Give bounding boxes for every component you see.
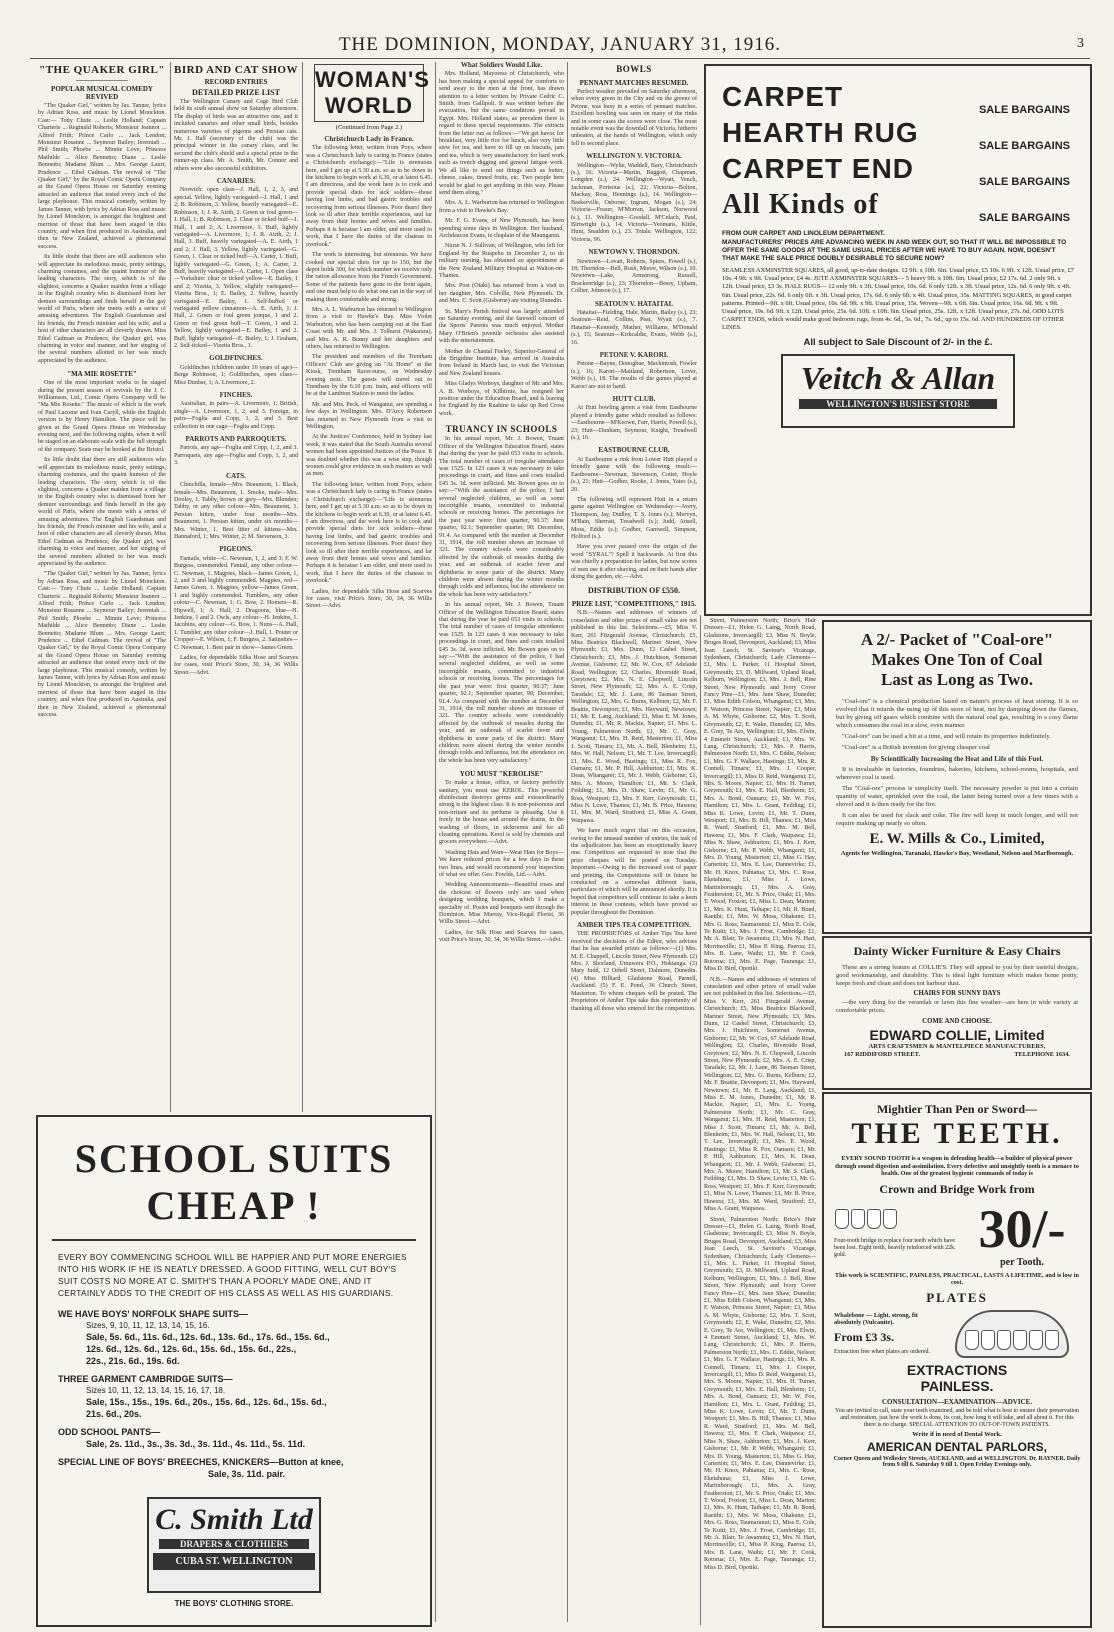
ad-headline: Dainty Wicker Furniture & Easy Chairs [853, 944, 1061, 958]
continued-note: (Continued from Page 2.) [335, 124, 403, 131]
paragraph: Wedding Announcements—Beautiful roses and the choicest of flowers only are used when designing wedding bouquets, which I make a speciality of. Posies and bouquets sent through the Dominion. Miss Murray, Vice-Regal Florist, 36 Willis Street.—Advt. [439, 882, 564, 926]
paragraph: The work is interesting, but strenuous. We have cooked our special diets for up to 150, but the depot holds 300, for which number we receive only the ration allowance from the French Government. Some of the patients have gone to the front again, and one must help to do what one can in the way of making them comfortable and strong. [306, 252, 432, 303]
wicker-furniture-ad [822, 936, 1092, 1090]
paragraph: Its little doubt that there are still audiences who will appreciate its melodious music, pretty settings, charming costumes, and the quaint humour of the leading characters. The story, which is of the slightest, concerns a Quaker maiden from a village in the English country who is dismissed from her demure surroundings and finds herself in the gay world of Paris, where she meets with a series of amusing adventures. The English Guardsman and his friends, the French minister and his wife, and a host of other characters are all cleverly drawn. Miss Ethel Cadman as Prudence, the Quaker girl, was charming in voice and manner, and her singing of the several numbers allotted to her was much appreciated by the audience. [38, 457, 166, 567]
column-rule [435, 62, 436, 1622]
section-heading: PETONE V. KARORI. [599, 351, 669, 359]
sizes: Sizes 10, 11, 12, 13, 14, 15, 16, 17, 18. [86, 1386, 226, 1395]
section-heading: PIGEONS. [219, 545, 253, 554]
bowls-column [571, 62, 697, 1627]
price-heading: THREE GARMENT CAMBRIDGE SUITS— [58, 1374, 233, 1384]
ad-footer: THE BOYS' CLOTHING STORE. [174, 1599, 294, 1608]
article-title: BIRD AND CAT SHOW [174, 64, 298, 76]
section-title: WOMAN'S WORLD [314, 64, 424, 122]
crown-bridge: Crown and Bridge Work from [879, 1181, 1035, 1196]
paragraph: At Eastbourne a rink from Lower Hutt played a friendly game with the following result:—Eastbourne—Newman, Stevenson, Cotter, Hoyle (s.), 21; Hutt—Godber, Rooke, J. Jones, Yates (s.), 20. [571, 456, 697, 493]
paragraph: Street, Palmerston North; Brice's Hair Dresser—£1, Helen G. Laing, North Road, Gladstone, Invercargill; £3, Miss N. Boyle, Bruges Road, Devonport, Auckland; £3, Miss Jean Leech, St. Saviour's Vicarage, Sydenham, Christchurch; Lady Clements—£1, Mrs. L. Parker, 11 Hospital Street, Greymouth; £3, D. Millward, Upland Road, Kelburn, Wellington; £3, Mrs. J. Bell, Rine Street, New Plymouth; and Ivory Cover Fancy Pins—£1, Mrs. Jane Shaw, Dunedin; £1, Miss Edith Colson, Whanganui; £3, Mrs. F. Watson, Princess Street, Napier; £3, Miss A. M. Whyte, Gisborne; £2, Mrs. T. Scott, Greymouth; £2, E. Wake, Dunedin; £2, Mrs. E. Grey, Te Aro, Wellington; £1, Mrs. Elwin, 4 Emmett Street, Auckland; £1, Mrs. W. Lang, Christchurch; £1, Mrs. P. Harris, Palmerston North; £1, Mrs. C. Eddie, Nelson; £1, Mrs. G. F. Wallace, Hastings; £1, Mrs. R. Connell, Timaru; £1, Mrs. J. Cooper, Invercargill; £1, Miss D. Reid, Wanganui; £1, Mrs. S. Moore, Napier; £1, Mrs. H. Turner, Greymouth; £1, Mrs. E. Hall, Blenheim; £1, Mrs. A. Bond, Oamaru; £1, Mr. W. Fox, Hamilton; £1, Mrs. L. Grant, Feilding; £1, Miss K. Lowe, Levin; £1, Mr. T. Dunn, Westport; £1, Mrs. B. Hill, Thames; £1, Miss R. Ward, Stratford; £1, Mrs. M. Bell, Hawera; £1, Mrs. F. Clark, Waipawa; £1, Miss N. Shaw, Ashburton; £1, Mrs. J. Kerr, Gisborne; £1, Mr. P. Webb, Whangarei; £1, Mrs. D. Young, Masterton; £1, Miss G. Hay, Carterton; £1, Mrs. E. Lee, Dannevirke; £1, Mr. H. Knox, Pahiatua; £1, Mrs. C. Rose, Eketahuna; £1, Miss J. Lowe, Martinborough; £1, Mrs. A. Gray, Featherston; £1, Mr. S. Price, Otaki; £1, Mrs. T. Wood, Foxton; £1, Miss L. Dean, Marton; £1, Mrs. K. Hunt, Taihape; £1, Mr. R. Bond, Raetihi; £1, Mrs. W. Moss, Ohakune; £1, Mrs. G. Ross, Taumarunui; £1, Miss E. Cole, Te Kuiti; £1, Mrs. J. Frost, Cambridge; £1, Mr. A. Blair, Te Awamutu; £1, Mrs. N. Hart, Morrinsville; £1, Miss P. King, Paeroa; £1, Mrs. B. Lane, Waihi; £1, Mr. F. Cook, Rotorua; £1, Mrs. E. Page, Tauranga; £1, Miss D. Bird, Opotiki. [704, 618, 816, 973]
column-rule [302, 62, 303, 1112]
paragraph: Goldfinches (children under 16 years of age)—Berge Robinson, 1; Goldfinches, open class—Miss Dunbar, 1; A. Livermore, 2. [174, 364, 298, 386]
ad-lead: EVERY BOY COMMENCING SCHOOL WILL BE HAPPIER AND PUT MORE ENERGIES INTO HIS WORK IF HE IS NEATLY DRESSED. A GOOD FITTING, WELL CUT BOY'S SUIT COSTS NO MORE AT C. SMITH'S THAN A POORLY MADE ONE, AND IT CERTAINLY ADDS TO THE CREDIT OF HIS CLASS AS WELL AS HIS GUARDIANS. [58, 1252, 407, 1298]
paragraph: Mother de Chantal Feeley, Superior-General of the Brigidine Institute, has arrived in Australia from Ireland in March last, to visit the Victorian and New Zealand houses. [439, 348, 564, 377]
paragraph: Norwich: open class—J. Hall, 1, 2, 3, and special. Yellow, lightly variegated—J. Hall, 1 and 2; B. Robinson, 3. Yellow, heavily variegated—E. Robinson, 1; J. R. Airth, 2. Green or foul green—J. Hall, 1; B. Robinson, 2. Clear or ticked buff—J. Hall, 1 and 2; A. Livermore, 3. Buff, lightly variegated—A. Livermore, 1; J. R. Airth, 2; J. Hall, 3. Buff, heavily variegated—A. E. Airth, 1 and 2; J. Hall, 3. Yellow, lightly variegated—G. Green, 1. Clear or ticked buff—A. Carter, 1. Buff, lightly variegated—G. Green, 1; A. Carter, 2. Buff, heavily variegated—A. Carter, 1. Open class—Yorkshire: clear or ticked yellow—E. Bailey, 1 and 2; Vizetta, 3. Yellow, slightly variegated—Vizetta Bros., 1; E. Bailey, 2. Yellow, heavily variegated—E. Bailey, 1. Self-buffed or variegated yellow cinnamon—A. E. Airth, 1; J. Hall, 2. Green or foul green jonque, 1 and 2. Green or foul green buff—T. Green, 1 and 2. Yellow, lightly variegated—E. Bailey, 1 and 2. Buff, lightly variegated—E. Bailey, 1; J. Graham, 2. Self-ticked—Vizetta Bros., 1. [174, 187, 298, 349]
write-note: Write if in need of Dental Work. [912, 1431, 1002, 1439]
department: FROM OUR CARPET AND LINOLEUM DEPARTMENT. [722, 230, 885, 237]
paragraph: One of the most important works to be staged during the present season of revivals by the J. C. Williamson, Ltd., Comic Opera Company will be "Ma Mie Rosette." The music of which is the work of Paul Lacome and Ivan Caryll, while the English version is by Henry Hamilton. The piece will be given at the Grand Opera House on Wednesday evening next, and the following nights, when it will be staged on an elaborate scale with the full strength of the company. Seats may be booked at the Bristol. [38, 380, 166, 453]
price-line: 12s. 6d., 12s. 6d., 12s. 6d., 15s. 6d., 15s. 6d., 22s., [86, 1344, 297, 1354]
section-heading: EASTBOURNE CLUB. [598, 446, 670, 455]
price-heading: SPECIAL LINE OF BOYS' BREECHES, KNICKERS—Button at knee, [58, 1457, 344, 1467]
logo-text: C. Smith Ltd [155, 1503, 313, 1536]
telephone: TELEPHONE 1634. [1014, 1050, 1070, 1058]
ad-headline: SCHOOL SUITS CHEAP ! [74, 1136, 394, 1228]
quaker-girl-article [38, 62, 166, 1107]
paragraph: Have you ever paused over the origin of the word "SYRAL"? Spell it backwards. At first this was chiefly a preparation for ladies, but now scores of men use it after shaving, and on their hands after doing the garden, etc.—Advt. [571, 544, 697, 580]
column-rule [700, 615, 701, 1625]
sale-bargains: SALE BARGAINS [978, 212, 1070, 224]
section-heading: AMBER TIPS TEA COMPETITION. [577, 921, 691, 930]
ad-headline: THE TEETH. [851, 1117, 1063, 1150]
price-line: Sale, 15s., 15s., 19s. 6d., 20s., 15s. 6d., 12s. 6d., 15s. 6d., [86, 1397, 327, 1407]
ad-line: Makes One Ton of Coal [871, 650, 1043, 669]
firm-address: Corner Queen and Wellesley Streets, AUCKLAND, and at WELLINGTON. Dr. RAYNER, Daily from 9 till 6. Saturday 9 till 1. Open Friday Evenings only. [833, 1456, 1081, 1469]
price-heading: WE HAVE BOYS' NORFOLK SHAPE SUITS— [58, 1309, 248, 1319]
section-heading: PENNANT MATCHES RESUMED. [579, 79, 689, 87]
section-heading: GOLDFINCHES. [209, 354, 263, 363]
sale-bargains: SALE BARGAINS [978, 140, 1070, 152]
paragraph: To make a house, office, or factory perfectly sanitary, you must use KEROL. This powerful disinfectant destroys germs and extraordinarily strong is the highest class. It is non-poisonous and non-irritant and its perfume is pleasing. Use it freely in the house and around the drains, in the washing of floors, in sickrooms and for all cleaning operations. Kerol is sold by chemists and grocers everywhere.—Advt. [439, 780, 564, 846]
per-tooth: per Tooth. [1000, 1256, 1044, 1268]
paragraph: "Coal-ore" is a chemical production based on nature's process of heat storing. It is so evolved that it retards the using up of this store of heat, not by damping down the flames, but by giving off gases which combine with the natural coal gas, resulting in a cosy flame which consumes the coal in a slow, even manner. [836, 698, 1078, 729]
logo-sub: WELLINGTON'S BUSIEST STORE [799, 399, 997, 409]
veitch-allan-logo [781, 354, 1015, 428]
bridge-note: Four-tooth bridge to replace four teeth which have been lost. Eight teeth, heavily reinforced with 22k. gold. [834, 1238, 956, 1258]
paragraph: Fantails, white—C. Newman, 1, 2, and 3; F. W. Burgess, commended. Fantail, any other colour—C. Newman, 1. Magpies, black—James Green, 1, 2, and 3 and highly commended. Magpies, red—James Green, 1. Magpies, yellow—James Green, 1 and highly commended. Tumblers, any other colour—C. Newman, 1; G. Bow, 2. Homers—R. Hipwell, 1; A. Hall, 2. Dragoons, blue—H. Jenkins, 1 and 2. Owls, any colour—H. Jenkins, 1. Jacobins, any colour—G. Bow, 1. Nuns—A. Hall, 1. Tumbler, any other colour—J. Hall, 1. Pouter or Cropper—E. Wilson, 1; F. Burgess, 2. Satinettes—C. Newman, 1. Best pair in show—James Green. [174, 555, 298, 651]
paragraph: "The Quaker Girl," written by Jas. Tanner, lyrics by Adrian Ross, and music by Lionel Monckton. Cast:— Tony Chute ... Leslie Holland; Captain Charteris ... Reginald Roberts; Monsieur Jeannot ... Alfred Frith; Prince Carlo ... Jack Lendon; Monsieur Rosanne ... Seymour Bailey; Jeremiah ... Phil Smith; Phoebe ... Minnie Love; Princess Mathilde ... Alice Bennetto; Diane ... Leslie Bennetto; Madame Blum ... Mrs. George Lauri; Prudence ... Ethel Cadman. The revival of "The Quaker Girl," by the Royal Comic Opera Company at the Grand Opera House on Saturday evening attracted an audience that tested every inch of the large playhouse. This musical comedy, written by James Tanner, with lyrics by Adrian Ross and music by Lionel Monckton, is amongst the brightest and merriest of those that have been staged in this country, and when first produced in Australia, and then in New Zealand, achieved a phenomenal success. [38, 103, 166, 250]
paragraph: Mrs. Post (Otaki) has returned from a visit to her daughter, Mrs. Colville, New Plymouth. Dr. and Mrs. C. Scott (Gisborne) are visiting Dunedin. [439, 283, 564, 305]
section-heading: "MA MIE ROSETTE" [67, 370, 137, 379]
paragraph: —the very thing for the verandah or lawn this fine weather—are here in wide variety at comfortable prices. [836, 999, 1078, 1015]
notice: MANUFACTURERS' PRICES ARE ADVANCING WEEK IN AND WEEK OUT, SO THAT IT WILL BE IMPOSSIBLE TO OFFER THE SAME GOODS AT THE SAME USUAL PRICES AFTER WE HAVE TO BUY AGAIN. NOW, DOESN'T THAT MAKE THE SALE PRICE DOUBLY DESIRABLE TO SECURE NOW? [722, 239, 1067, 262]
section-heading: WELLINGTON V. VICTORIA. [586, 152, 682, 161]
paragraph: The following letter, written from Poys, where was a Christchurch lady is caring in France (states a Christchurch exchange):—"Life is strenuous here, and I get up at 5.30 a.m. so as to be down in the kitchens to begin work at 6.30, or at latest 6.45. I am directress, and the work here is to cook and provide special diets for sick soldiers—those having lost limbs, and bad gastric troubles and recovering from serious illnesses. Poor dears! they look so ill after their terrible experiences, and far away from their homes and wives and families. Perhaps it is because I am older, and more used to work, that I have the duties of the chateau to overlook." [306, 481, 432, 585]
painless: PAINLESS. [920, 1377, 994, 1394]
paragraph: It can also be used for slack and coke. The fire will keep in much longer, and will not require making up nearly so often. [836, 812, 1078, 827]
column-rule [170, 62, 171, 1112]
ad-line: HEARTH RUG [722, 117, 919, 148]
price-line: Sale, 5s. 6d., 11s. 6d., 12s. 6d., 13s. 6d., 17s. 6d., 15s. 6d., [86, 1332, 330, 1342]
logo-address: CUBA ST. WELLINGTON [153, 1553, 315, 1570]
paragraph: "Coal-ore" can be used a bit at a time, and will retain its properties indefinitely. [842, 733, 1051, 740]
plates-heading: PLATES [926, 1289, 988, 1305]
paragraph: The Wellington Canary and Cage Bird Club held its sixth annual show on Saturday afternoon. The display of birds was an attractive one, and it included canaries and other small birds, besides numerous varieties of pigeons and Persian cats. Mr. J. Hall (secretary of the club) was the principal winner in the canary class, and he secured the club's shield and a special prize in the runner-up class. Mr. A. Smith, Mr. Connor and others were also successful exhibitors. [174, 99, 298, 172]
paragraph: Hataitai—Fielding, Hale, Martin, Bailey (s.), 23; Seatoun—Reid, Collins, Peat, Wyatt (s.), 7. Hataitai—Kennedy, Mather, Williams, M'Donald (s.), 15; Seatoun—Kirkcaldie, Evans, Webb (s.), 16. [571, 309, 697, 346]
paragraph: Ladies, for dependable Silks Hose and Scarves for cases, visit Price's Store, 30, 34, 36 Willis Street.—Advt. [174, 655, 298, 676]
paragraph: N.B.—Names and addresses of winners of consolation and other prizes of small value are not published in this list. Selections.—£5, Miss V. Kerr, 261 Fitzgerald Avenue, Christchurch; £5, Miss Beatrice Blackwell, Mariner Street, New Plymouth; £3, Mrs. Dunn, 12 Cashel Street, Christchurch; £3, Mrs. J. Hutchison, Somerset Avenue, Gisborne; £2, Mr. W. Cox, 67 Adelaide Road, Wellington; £2, Charles, Riverside Road, Greytown; £2, Mrs. N. E. Chopwell, Lincoln Street, New Plymouth; £2, Mrs. A. E. Crisp, Taradale; £2, Mr. J. Lane, 86 Tasman Street, Wellington; £2, Mrs. G. Burns, Kelburn; £2, Mr. F. Beattie, Devonport; £1, Mrs. Hayward, Newtown; £1, Mr. E. Lang, Auckland; £1, Miss E. M. Jones, Dunedin; £1, Mr. R. Mackie, Napier; £1, Mrs. L. Young, Palmerston North; £1, Mr. C. Gray, Wanganui; £1, Mrs. H. Reid, Masterton; £1, Miss J. Scott, Timaru; £1, Mr. A. Bell, Blenheim; £1, Mrs. W. Hall, Nelson; £1, Mr. T. Lee, Invercargill; £1, Mrs. E. Wood, Hastings; £1, Miss R. Fox, Oamaru; £1, Mr. P. Hill, Ashburton; £1, Mrs. K. Dean, Whangarei; £1, Mr. J. Webb, Gisborne; £1, Mrs. A. Moore, Hamilton; £1, Mr. S. Clark, Feilding; £1, Mrs. D. Shaw, Levin; £1, Mr. G. Ross, Westport; £1, Mrs. F. Kerr, Greymouth; £1, Miss N. Lowe, Thames; £1, Mr. B. Price, Hawera; £1, Mrs. M. Ward, Stratford; £1, Miss A. Grant, Waipawa. [704, 976, 816, 1213]
paragraph: Its little doubt that there are still audiences who will appreciate its melodious music, pretty settings, charming costumes, and the quaint humour of the leading characters. The story, which is of the slightest, concerns a Quaker maiden from a village in the English country who is dismissed from her demure surroundings and finds herself in the gay world of Paris, where she meets with a series of amusing adventures. The English Guardsman and his friends, the French minister and his wife, and a host of other characters are all cleverly drawn. Miss Ethel Cadman as Prudence, the Quaker girl, was charming in voice and manner, and her singing of the several numbers allotted to her was much appreciated by the audience. [38, 254, 166, 364]
ad-line: CARPET END [722, 153, 915, 184]
ad-lead: EVERY SOUND TOOTH is a weapon in defending health—a builder of physical power through sound digestion and assimilation. Every defective and unsightly tooth is a menace to health. One of the greatest hygienic commands of today is [835, 1155, 1079, 1177]
section-heading: FINCHES. [219, 391, 253, 400]
bowls-title: BOWLS [616, 64, 652, 74]
extractions: EXTRACTIONS [906, 1361, 1008, 1378]
section-heading: Christchurch Lady in France. [324, 135, 414, 143]
school-suits-ad [36, 1115, 432, 1627]
price-line: Sale, 2s. 11d., 3s., 3s. 3d., 3s. 11d., 4s. 11d., 5s. 11d. [86, 1439, 306, 1449]
come-choose: COME AND CHOOSE. [922, 1017, 992, 1025]
extraction-note: Extraction free when plates are ordered. [834, 1349, 930, 1355]
womans-world-article [306, 62, 432, 1107]
section-heading: CANARIES. [216, 177, 256, 186]
section-heading: NEWTOWN V. THORNDON. [588, 248, 680, 257]
paragraph: The president and members of the Trentham Officers' Club are giving an "At Home" at the Kiosk, Trentham Racecourse, on Wednesday evening next. The guests will travel out to Trentham by the 6.10 p.m. train, and officers will be at the Lambton Station to meet the ladies. [306, 354, 432, 398]
chairs-heading: CHAIRS FOR SUNNY DAYS [913, 990, 1001, 998]
coal-ore-ad [822, 620, 1092, 934]
article-subtitle: RECORD ENTRIES [204, 78, 268, 86]
paragraph: At Hutt bowling green a visit from Eastbourne played a friendly game which resulted as follows:—Eastbourne—M'Keown, Farr, Harris, Powell (s.), 23; Hutt—Dunham, Seymour, Knight, Treadwell (s.), 16. [571, 405, 697, 442]
paragraph: Nurse N. J. Sullivan, of Wellington, who left for England by the Ruapehu in December 2, to do military nursing, has obtained an appointment at the New Zealand Military Hospital at Walton-on-Thames. [439, 243, 564, 279]
c-smith-logo [147, 1497, 321, 1593]
dentures-illustration [944, 1310, 1080, 1358]
logo-text: Veitch & Allan [800, 359, 996, 396]
paragraph: We have much regret that on this occasion, owing to the unusual number of entries, the task of the adjudicators has been an exceptionally heavy one. Competitors are requested to note that the prize cheques will be posted on Tuesday. Important.—Owing to the increased cost of paper and printing, the Competitions will in future be conducted on a somewhat different basis, particulars of which will be announced shortly. It is hoped that competitors will continue to take a keen interest in these contests, which have proved so popular throughout the Dominion. [571, 828, 697, 916]
section-heading: DISTRIBUTION OF £550. [588, 586, 680, 596]
paragraph: Ladies, for Silk Hose and Scarves for cases, visit Price's Store, 30, 34, 36 Willis Street.—Advt. [439, 929, 564, 944]
article-body [38, 103, 166, 365]
paragraph: Mrs. Holland, Mayoress of Christchurch, who has been making a special appeal for comforts to send away to the men at the front, has drawn attention to a letter written by Private Cedric C. Smith, from Gallipoli. It was written before the evacuation, but the same conditions prevail in Egypt. Mrs. Holland states, as prevalent there is regard to these special requirements. The extracts from the letter run as follows:—"We get havoc for breakfast, very little rice for lunch, also very little stew for tea, and have to fill up on biscuits, jam and tea, which is very unsatisfactory for hard work such as trench digging and general fatigue work. We all like to send out things such as butter, cheese, cakes, tinned fruits, etc. Two people here would be glad to get anything in this way. Please send them along." [439, 71, 564, 196]
paragraph: Australian, in pairs—A. Livermore, 1; British, single—A. Livermore, 1, 2, and 3. Foreign, in pairs—Foglia and Copp, 1, 2, and 3. Best collection in one cage—Foglia and Copp. [174, 401, 298, 430]
carpet-sale-ad [704, 64, 1092, 616]
paragraph: N.B.—Names and addresses of winners of consolation and other prizes of small value are not published in this list. Selections.—£5, Miss V. Kerr, 261 Fitzgerald Avenue, Christchurch; £5, Miss Beatrice Blackwell, Mariner Street, New Plymouth; £3, Mrs. Dunn, 12 Cashel Street, Christchurch; £3, Mrs. J. Hutchison, Somerset Avenue, Gisborne; £2, Mr. W. Cox, 67 Adelaide Road, Wellington; £2, Charles, Riverside Road, Greytown; £2, Mrs. N. E. Chopwell, Lincoln Street, New Plymouth; £2, Mrs. A. E. Crisp, Taradale; £2, Mr. J. Lane, 86 Tasman Street, Wellington; £2, Mrs. G. Burns, Kelburn; £2, Mr. F. Beattie, Devonport; £1, Mrs. Hayward, Newtown; £1, Mr. E. Lang, Auckland; £1, Miss E. M. Jones, Dunedin; £1, Mr. R. Mackie, Napier; £1, Mrs. L. Young, Palmerston North; £1, Mr. C. Gray, Wanganui; £1, Mrs. H. Reid, Masterton; £1, Miss J. Scott, Timaru; £1, Mr. A. Bell, Blenheim; £1, Mrs. W. Hall, Nelson; £1, Mr. T. Lee, Invercargill; £1, Mrs. E. Wood, Hastings; £1, Miss R. Fox, Oamaru; £1, Mr. P. Hill, Ashburton; £1, Mrs. K. Dean, Whangarei; £1, Mr. J. Webb, Gisborne; £1, Mrs. A. Moore, Hamilton; £1, Mr. S. Clark, Feilding; £1, Mrs. D. Shaw, Levin; £1, Mr. G. Ross, Westport; £1, Mrs. F. Kerr, Greymouth; £1, Miss N. Lowe, Thames; £1, Mr. B. Price, Hawera; £1, Mrs. M. Ward, Stratford; £1, Miss A. Grant, Waipawa. [571, 610, 697, 824]
paragraph: Wellington—Wylie, Waddell, Bary, Christchurch (s.), 16; Victoria—Martin, Baggott, Chapman, Longden (s.), 24. Wellington—Wyatt, Vench, Jackman, Porteous (s.), 22; Victoria—Bolton, Mackay, Ross, Hennings (s.), 14. Wellington—Baskerville, Osborne, Ingram, Mogan (s.), 24; Victoria—Frazer, M'Morran, Jackson, Norwood (s.), 11. Wellington—Goodall, M'Cnlach, Paul, Birtwright (s.), 14; Victoria—Yeomans, Kittle, Hunt, Snaddon (s.), 23. Totals: Wellington, 122; Victoria, 96. [571, 162, 697, 243]
paragraph: THE PROPRIETORS of Amber Tips Tea have received the decisions of the Editor, who advises that he has awarded prizes as follows:—(1) Mrs. M. E. Chappell, Lincoln Street, New Plymouth. (2) Mrs. J. Shorland, Umuwera P.O., Hokianga. (3) Mary Judd, 12 Orbell Street, Dalmore, Dunedin. (4) Miss Hilliard, Gladstone Road, Parnell, Auckland. (5) F. E. Pond, 36 Church Street, Masterton. To whom cheques will be posted. The Proprietors of Amber Tips take this opportunity of thanking all those who entered for the competition. [571, 931, 697, 1012]
paragraph: Mr. and Mrs. Peck, of Wanganui, are spending a few days in Wellington. Mrs. D'Arcy Robertson has returned to New Plymouth from a visit to Wellington. [306, 401, 432, 431]
price-line: 22s., 21s. 6d., 19s. 6d. [86, 1356, 180, 1366]
paragraph: At the Justices' Conference, held in Sydney last week, it was stated that the South Australia several women had been appointed Justices of the Peace. It was doubted whether this was a wise step, though women could give evidence in such matters as well as men. [306, 434, 432, 478]
section-heading: PRIZE LIST, "COMPETITIONS," 1915. [571, 600, 697, 609]
prize-list-continued [704, 618, 816, 1626]
paragraph: The "Coal-ore" process is simplicity itself. The necessary powder is put into a certain quantity of water, sprinkled over the coal, the latter being turned over a few times with a shovel and it is then ready for the fire. [836, 785, 1078, 808]
paragraph: Ladies, for dependable Silks Hose and Scarves for cases, visit Price's Store, 30, 34, 36 Willis Street.—Advt. [306, 588, 432, 610]
paragraph: St. Mary's Parish festival was largely attended on Saturday evening, and the farewell concert of the Sports' Parents was much enjoyed. Mother Mary O'Brien's juvenile orchestra also assisted with the entertainment. [439, 308, 564, 345]
section-heading: What Soldiers Would Like. [460, 62, 543, 69]
ad-line: All Kinds of [722, 189, 879, 220]
paragraph: Washing Hats and Ware—Wear Hats for Boys—We have reduced prices for a few days in these two lines, and would recommend your inspection of what we offer. Geo. Fowlds, Ltd.—Advt. [439, 849, 564, 879]
paragraph: Street, Palmerston North; Brice's Hair Dresser—£1, Helen G. Laing, North Road, Gladstone, Invercargill; £3, Miss N. Boyle, Bruges Road, Devonport, Auckland; £3, Miss Jean Leech, St. Saviour's Vicarage, Sydenham, Christchurch; Lady Clements—£1, Mrs. L. Parker, 11 Hospital Street, Greymouth; £3, D. Millward, Upland Road, Kelburn, Wellington; £3, Mrs. J. Bell, Rine Street, New Plymouth; and Ivory Cover Fancy Pins—£1, Mrs. Jane Shaw, Dunedin; £1, Miss Edith Colson, Whanganui; £3, Mrs. F. Watson, Princess Street, Napier; £3, Miss A. M. Whyte, Gisborne; £2, Mrs. T. Scott, Greymouth; £2, E. Wake, Dunedin; £2, Mrs. E. Grey, Te Aro, Wellington; £1, Mrs. Elwin, 4 Emmett Street, Auckland; £1, Mrs. W. Lang, Christchurch; £1, Mrs. P. Harris, Palmerston North; £1, Mrs. C. Eddie, Nelson; £1, Mrs. G. F. Wallace, Hastings; £1, Mrs. R. Connell, Timaru; £1, Mrs. J. Cooper, Invercargill; £1, Miss D. Reid, Wanganui; £1, Mrs. S. Moore, Napier; £1, Mrs. H. Turner, Greymouth; £1, Mrs. E. Hall, Blenheim; £1, Mrs. A. Bond, Oamaru; £1, Mr. W. Fox, Hamilton; £1, Mrs. L. Grant, Feilding; £1, Miss K. Lowe, Levin; £1, Mr. T. Dunn, Westport; £1, Mrs. B. Hill, Thames; £1, Miss R. Ward, Stratford; £1, Mrs. M. Bell, Hawera; £1, Mrs. F. Clark, Waipawa; £1, Miss N. Shaw, Ashburton; £1, Mrs. J. Kerr, Gisborne; £1, Mr. P. Webb, Whangarei; £1, Mrs. D. Young, Masterton; £1, Miss G. Hay, Carterton; £1, Mrs. E. Lee, Dannevirke; £1, Mr. H. Knox, Pahiatua; £1, Mrs. C. Rose, Eketahuna; £1, Miss J. Lowe, Martinborough; £1, Mrs. A. Gray, Featherston; £1, Mr. S. Price, Otaki; £1, Mrs. T. Wood, Foxton; £1, Miss L. Dean, Marton; £1, Mrs. K. Hunt, Taihape; £1, Mr. R. Bond, Raetihi; £1, Mrs. W. Moss, Ohakune; £1, Mrs. G. Ross, Taumarunui; £1, Miss E. Cole, Te Kuiti; £1, Mrs. J. Frost, Cambridge; £1, Mr. A. Blair, Te Awamutu; £1, Mrs. N. Hart, Morrinsville; £1, Miss P. King, Paeroa; £1, Mrs. B. Lane, Waihi; £1, Mr. F. Cook, Rotorua; £1, Mrs. E. Page, Tauranga; £1, Miss D. Bird, Opotiki. [704, 1216, 816, 1571]
address: 167 RIDDIFORD STREET. [844, 1050, 921, 1058]
paragraph: In his annual report, Mr. J. Bowen, Truant Officer of the Wellington Education Board, states that during the year he paid 653 visits to schools. The total number of cases of irregular attendance was 1525. In 123 cases it was necessary to take proceedings in court, and fines and costs totalled £45 3s. 3d. were inflicted. Mr. Bowen goes on to say:—"With the assistance of the police, I had several neglected children, as well as some incorrigible truants, committed to industrial schools or receiving homes. The percentages for the past year were: first quarter, 90.37; June quarter, 92.1; September quarter, 90; December, 91.4. As compared with the number at December 31, 1914, the roll number shows an increase of 321. The country schools were considerably affected by the outbreak of measles during the year, and an outbreak of scarlet fever and diphtheria in some parts of the district. Many children were absent during the winter months through colds and influenza, but the attendance on the whole has been very satisfactory." [439, 602, 564, 764]
section-heading: CATS. [226, 471, 246, 480]
paragraph: Parrots, any age—Foglia and Copp, 1, 2, and 3. Parroquets, any age—Foglia and Copp, 1, 2, and 3. [174, 445, 298, 467]
sale-bargains: SALE BARGAINS [978, 104, 1070, 116]
ad-line: A 2/- Packet of "Coal-ore" [860, 630, 1054, 649]
article-title: "THE QUAKER GIRL" [39, 64, 165, 76]
paragraph: Mr. F. G. Evans, of New Plymouth, has been spending some days in Wellington. Her husband, Archdeacon Evans, is chaplain of the Maunganui. [439, 218, 564, 239]
paragraph: Mrs. A. L. Warburton has returned to Wellington from a visit to Hawke's Bay. Miss Violet Warburton, who has been camping out at the East Coast with Mr. and Mrs. J. Tolhurst (Wakarara), and Mrs. A. R. Bunny and her daughters and others, has returned to Wellington. [306, 306, 432, 350]
bridge-illustration [834, 1209, 964, 1234]
plates-note: Whalebone — Light, strong, fit absolutely (Vulcanite). [834, 1312, 918, 1326]
ad-line: Last as Long as Two. [881, 670, 1033, 689]
section-heading: HUTT CLUB. [612, 395, 656, 404]
column-rule [567, 62, 568, 1622]
paragraph: The following will represent Hutt in a return game against Wellington on Wednesday:—Avery, Thompson, Jay, Dudley, T. S. Jones (s.); Mervyn, M'Bain, Sherratt, Treadwell (s.); Judd, Ansell, Moss, Eddie (s.); Godber, Gamwell, Simpson, Holford (s.). [571, 496, 697, 540]
firm-name: AMERICAN DENTAL PARLORS, [867, 1440, 1047, 1455]
agents: Agents for Wellington, Taranaki, Hawke's Bay, Westland, Nelson and Marlborough. [840, 850, 1074, 857]
firm-name: EDWARD COLLIE, Limited [869, 1026, 1045, 1043]
truancy-title: TRUANCY IN SCHOOLS [445, 424, 558, 435]
ad-line: CARPET [722, 81, 844, 112]
price-line: Sale, 3s. 11d. pair. [208, 1469, 286, 1479]
dental-ad [822, 1092, 1092, 1628]
section-heading: YOU MUST "KEROLISE" [459, 770, 544, 779]
discount: All subject to Sale Discount of 2/- in the £. [803, 336, 993, 348]
bird-cat-show-article [174, 62, 298, 1107]
article-subtitle: POPULAR MUSICAL COMEDY REVIVED [51, 85, 153, 101]
paragraph: Petone—Bayne, Donoghue, Mackintosh, Fowler (s.), 16; Karori—Maitland, Robertson, Lever, Webb (s.), 18. The results of the games played at Karori are not to hand. [571, 361, 697, 390]
price-list: SEAMLESS AXMINSTER SQUARES, all good, up-to-date designs. 12 9ft. x 10ft. 6in. Usual price, £5 10s. 6 9ft. x 12ft. Usual price, £7 10s. 4 9ft. x 9ft. Usual price, £4 4s. JUTE AXMINSTER SQUARES— 5 heavy 9ft. x 10ft. 6in. Usual price, £2 17s. 6d. 2 only 9ft. x 12ft. Usual price, £3 3s. HALL RUGS— 12 only 9ft. x 3ft. Usual price, 10s. 6d. 6 only 12ft. x 3ft. Usual price, 12s. 6d. 6 only 9ft. x 4ft. 6in. Usual price, 22s. 6d. 6 only 6ft. x 3ft. Usual price, 17s. 6d. 6 only 6ft. x 4ft. Usual price, 35s. MATTING SQUARES, in good carpet patterns. Printed—9ft. x 6ft. Usual price, 10s. 6d. 9ft. x 9ft. Usual price, 15s. Woven—9ft. x 6ft. 6in. Usual price, 16s. 6d. 9ft. x 9ft. Usual price, 19s. 6d. 9ft. x 12ft. Usual price, 25s. 6d. 10ft. x 10ft. 6in. Usual price, 25s. 12ft. x 12ft. Usual price, 27s. 6d. ODD LOTS CARPET ENDS, which would make good bedroom rugs, from 4s. 6d., 5s. 6d., 7s. 6d., up to 15s. 6d. AND HUNDREDS OF OTHER LINES. [722, 267, 1074, 332]
price-heading: ODD SCHOOL PANTS— [58, 1427, 161, 1437]
price: 30/- [978, 1198, 1066, 1259]
price-line: 21s. 6d., 20s. [86, 1409, 142, 1419]
masthead [30, 32, 1090, 59]
paragraph: Chinchilla, female—Mrs. Beaumont, 1. Black, female—Mrs. Beaumont, 1. Smoke, male—Mrs. Dooley, 1. Tabby, brown or grey—Mrs. Blunden; Tabby, or any other colour—Mrs. Beaumont, 1. Persian kitten, under four months—Mrs. Beaumont, 1. Persian kitten, under six months—Mrs. Winter, 1. Best litter of kittens—Mrs. Hannaford, 1; Mrs. Winter, 2; M. Stevenson, 3. [174, 482, 298, 540]
paragraph: "The Quaker Girl," written by Jas. Tanner, lyrics by Adrian Ross, and music by Lionel Monckton. Cast:— Tony Chute ... Leslie Holland; Captain Charteris ... Reginald Roberts; Monsieur Jeannot ... Alfred Frith; Prince Carlo ... Jack Lendon; Monsieur Rosanne ... Seymour Bailey; Jeremiah ... Phil Smith; Phoebe ... Minnie Love; Princess Mathilde ... Alice Bennetto; Diane ... Leslie Bennetto; Madame Blum ... Mrs. George Lauri; Prudence ... Ethel Cadman. The revival of "The Quaker Girl," by the Royal Comic Opera Company at the Grand Opera House on Saturday evening attracted an audience that tested every inch of the large playhouse. This musical comedy, written by James Tanner, with lyrics by Adrian Ross and music by Lionel Monckton, is amongst the brightest and merriest of those that have been staged in this country, and when first produced in Australia, and then in New Zealand, achieved a phenomenal success. [38, 571, 166, 719]
work-note: This work is SCIENTIFIC, PAINLESS, PRACTICAL, LASTS A LIFETIME, and is low in cost. [834, 1271, 1080, 1286]
paragraph: Newtown—Lovatt, Roberts, Spiers, Powell (s.), 18; Thorndon—Bell, Rush, Moore, Wilson (s.), 10. Newtown—Lake, Armstrong, Russell, Brackenridge (s.), 23; Thorndon—Bessy, Upham, Collier, Johnson (s.), 17. [571, 258, 697, 295]
sizes: Sizes, 9, 10, 11, 12, 13, 14, 15, 16. [86, 1321, 210, 1330]
paragraph: The following letter, written from Poys, where was a Christchurch lady is caring in France (states a Christchurch exchange):—"Life is strenuous here, and I get up at 5.30 a.m. so as to be down in the kitchens to begin work at 6.30, or at latest 6.45. I am directress, and the work here is to cook and provide special diets for sick soldiers—those having lost limbs, and bad gastric troubles and recovering from serious illnesses. Poor dears! they look so ill after their terrible experiences, and far away from their homes and wives and families. Perhaps it is because I am older, and more used to work, that I have the duties of the chateau to overlook." [306, 145, 432, 248]
paragraph: It is invaluable in factories, foundries, bakeries, kitchens, school-rooms, hospitals, and wherever coal is used. [836, 766, 1078, 781]
consultation-body: You are invited to call, state your teeth examined, and be told what is best to ensure their preservation and restoration, just how the work is done, its cost, how long it will take, and all about it. For this there is no charge. SPECIAL ATTENTION TO OUT-OF-TOWN PATIENTS. [835, 1407, 1079, 1428]
paragraph: These are a strong feature at COLLIE'S. They will appeal to you by their tasteful designs, good workmanship, and durability. This is ideal light furniture which makes home pretty, keeps fresh and clean and does not harbour dust. [836, 964, 1078, 987]
paragraph: Mrs. A. L. Warburton has returned to Wellington from a visit to Hawke's Bay. [439, 200, 564, 214]
sale-bargains: SALE BARGAINS [978, 176, 1070, 188]
section-heading: PARROTS AND PARROQUETS. [185, 435, 287, 444]
paragraph: "Coal-ore" is a British invention for giving cheaper coal [842, 744, 990, 751]
masthead-title: THE DOMINION, MONDAY, JANUARY 31, 1916. [338, 34, 782, 55]
trade: ARTS CRAFTSMEN & MANTELPIECE MANUFACTURERS, [868, 1042, 1046, 1050]
section-heading: SEATOUN V. HATAITAI. [594, 299, 674, 308]
notes-column [439, 62, 564, 1627]
paragraph: Perfect weather prevailed on Saturday afternoon, when every green in the City and on the greens of Petone, was busy in a series of pennant matches. Excellent bowling was seen on many of the rinks and in some cases the scores were close. The most notable event was the downfall of Victoria, hitherto unbeaten, at the hands of Wellington, which only fell to second place. [571, 89, 697, 147]
firm-name: E. W. Mills & Co., Limited, [869, 831, 1045, 847]
logo-sub: DRAPERS & CLOTHIERS [159, 1539, 309, 1549]
paragraph: In his annual report, Mr. J. Bowen, Truant Officer of the Wellington Education Board, states that during the year he paid 653 visits to schools. The total number of cases of irregular attendance was 1525. In 123 cases it was necessary to take proceedings in court, and fines and costs totalled £45 3s. 3d. were inflicted. Mr. Bowen goes on to say:—"With the assistance of the police, I had several neglected children, as well as some incorrigible truants, committed to industrial schools or receiving homes. The percentages for the past year were: first quarter, 90.37; June quarter, 92.1; September quarter, 90; December, 91.4. As compared with the number at December 31, 1914, the roll number shows an increase of 321. The country schools were considerably affected by the outbreak of measles during the year, and an outbreak of scarlet fever and diphtheria in some parts of the district. Many children were absent during the winter months through colds and influenza, but the attendance on the whole has been very satisfactory." [439, 436, 564, 598]
tagline: By Scientifically Increasing the Heat and Life of this Fuel. [870, 755, 1044, 763]
consultation-heading: CONSULTATION—EXAMINATION—ADVICE. [881, 1397, 1033, 1406]
plates-price: From £3 3s. [834, 1330, 895, 1344]
page-number: 3 [1077, 36, 1084, 51]
ad-title: Mightier Than Pen or Sword— [876, 1102, 1037, 1116]
paragraph: Miss Gladys Worboys, daughter of Mr. and Mrs. A. B. Worboys, of Kilbirnie, has resigned her position under the Education Board, and is leaving for England by the Ruahine to take up Red Cross work. [439, 381, 564, 417]
article-subtitle: DETAILED PRIZE LIST [192, 88, 280, 97]
